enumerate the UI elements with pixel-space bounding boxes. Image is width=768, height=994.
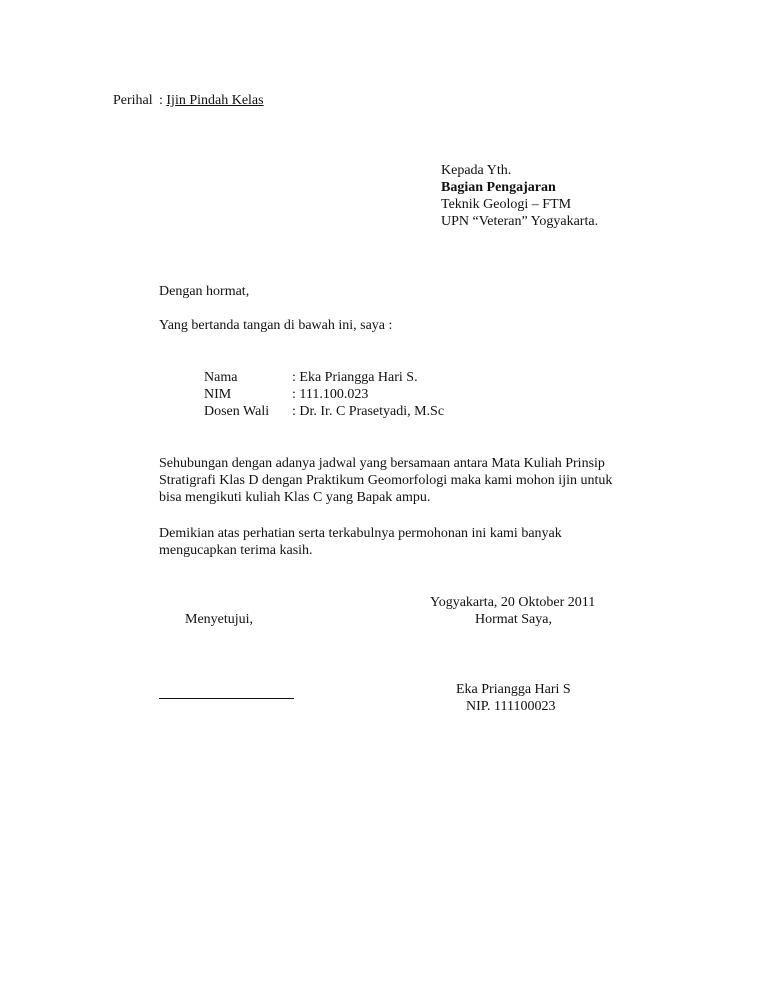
identity-row-nim [204,386,444,403]
signer-nip: NIP. 111100023 [466,699,556,714]
identity-row-advisor [204,403,444,420]
paragraph-line: bisa mengikuti kuliah Klas C yang Bapak ampu. [159,490,431,505]
identity-key: NIM [204,387,232,402]
paragraph-line: mengucapkan terima kasih. [159,543,313,558]
paragraph-line: Stratigrafi Klas D dengan Praktikum Geomorfologi maka kami mohon ijin untuk [159,473,613,488]
closing-paragraph [159,525,659,559]
subject-line [113,92,264,109]
place-date: Yogyakarta, 20 Oktober 2011 [430,595,596,610]
recipient-greeting: Kepada Yth. [441,163,512,178]
identity-key: Nama [204,370,238,385]
recipient-faculty: Teknik Geologi – FTM [441,197,572,212]
request-paragraph [159,455,659,506]
paragraph-line: Demikian atas perhatian serta terkabulnya permohonan ini kami banyak [159,526,562,541]
identity-table [204,369,444,420]
approval-label: Menyetujui, [185,612,254,627]
paragraph-line: Sehubungan dengan adanya jadwal yang bersamaan antara Mata Kuliah Prinsip [159,456,605,471]
identity-key: Dosen Wali [204,404,270,419]
identity-value: : Dr. Ir. C Prasetyadi, M.Sc [292,404,445,419]
subject-value: Ijin Pindah Kelas [166,93,264,108]
signer-name: Eka Priangga Hari S [456,682,571,697]
intro-sentence: Yang bertanda tangan di bawah ini, saya : [159,318,393,333]
closing-greeting: Hormat Saya, [475,612,552,627]
identity-value: : 111.100.023 [292,387,369,402]
salutation: Dengan hormat, [159,284,250,299]
identity-row-name [204,369,444,386]
approval-signature-line [159,698,294,699]
recipient-department: Bagian Pengajaran [441,180,556,195]
identity-value: : Eka Priangga Hari S. [292,370,418,385]
recipient-block [441,162,598,230]
recipient-university: UPN “Veteran” Yogyakarta. [441,214,599,229]
subject-separator: : [159,93,163,108]
subject-label: Perihal [113,93,153,108]
